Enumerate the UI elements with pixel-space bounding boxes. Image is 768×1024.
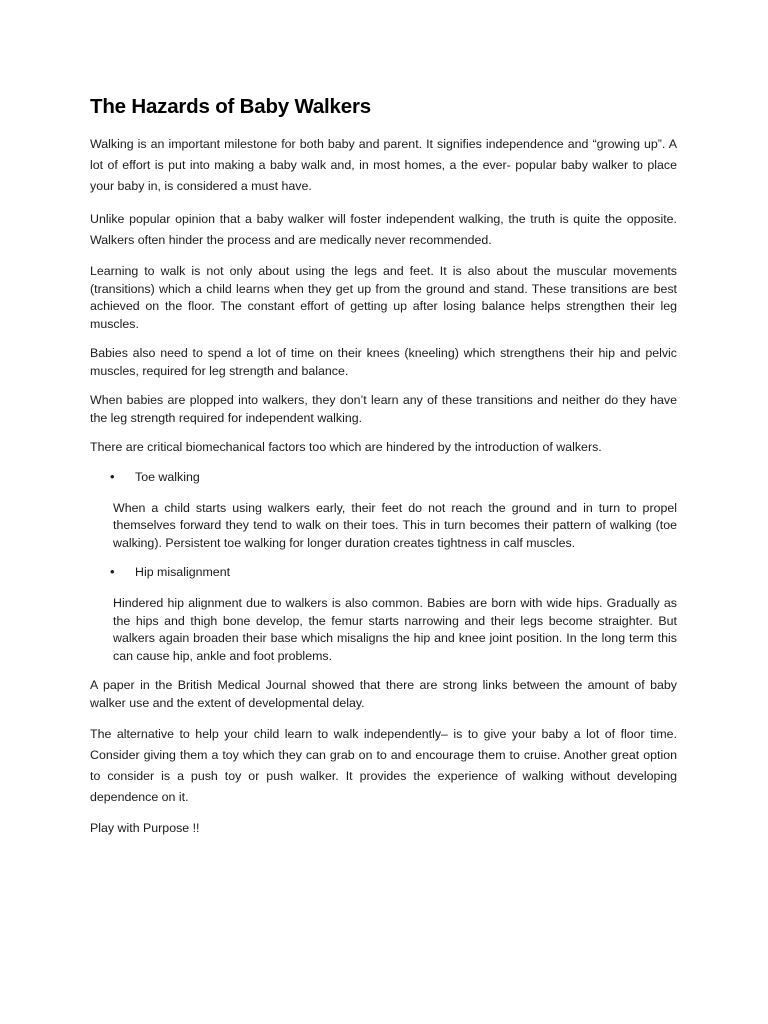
bullet-icon: • xyxy=(110,564,115,579)
paragraph-alternative: The alternative to help your child learn to walk independently– is to give your baby a lot of floor time. Consider giving them a toy which they can grab on to and encourage them to cruise. Another great option to consider is a push toy or push walker. It provides the experience of walking without developing dependence on it. xyxy=(90,727,677,804)
bullet-item-toe-walking xyxy=(90,469,677,486)
paragraph-learning: Learning to walk is not only about using the legs and feet. It is also about the muscular movements (transitions) which a child learns when they get up from the ground and stand. These transitions are best achieved on the floor. The constant effort of getting up after losing balance helps strengthen their leg muscles. xyxy=(90,264,677,331)
bullet-icon: • xyxy=(110,468,115,484)
paragraph-kneeling: Babies also need to spend a lot of time on their knees (kneeling) which strengthens their hip and pelvic muscles, required for leg strength and balance. xyxy=(90,346,677,378)
paragraph-intro: Walking is an important milestone for both baby and parent. It signifies independence and “growing up”. A lot of effort is put into making a baby walk and, in most homes, a the ever- popular baby walker to place your baby in, is considered a must have. xyxy=(90,137,677,193)
paragraph-hip-misalignment: Hindered hip alignment due to walkers is also common. Babies are born with wide hips. Gradually as the hips and thigh bone develop, the femur starts narrowing and their legs become straighter. But walkers again broaden their base which misaligns the hip and knee joint position. In the long term this can cause hip, ankle and foot problems. xyxy=(113,596,677,663)
bullet-label: Toe walking xyxy=(135,469,200,484)
paragraph-opinion: Unlike popular opinion that a baby walker will foster independent walking, the truth is quite the opposite. Walkers often hinder the process and are medically never recommended. xyxy=(90,212,677,247)
paragraph-bmj: A paper in the British Medical Journal showed that there are strong links between the amount of baby walker use and the extent of developmental delay. xyxy=(90,678,677,710)
document-title: The Hazards of Baby Walkers xyxy=(90,95,371,118)
bullet-label: Hip misalignment xyxy=(135,565,231,579)
document-page xyxy=(90,94,677,850)
paragraph-plopped: When babies are plopped into walkers, they don’t learn any of these transitions and neither do they have the leg strength required for independent walking. xyxy=(90,393,677,425)
paragraph-closing: Play with Purpose !! xyxy=(90,821,200,835)
bullet-item-hip-misalignment xyxy=(90,564,677,581)
paragraph-factors: There are critical biomechanical factors too which are hindered by the introduction of walkers. xyxy=(90,440,602,454)
paragraph-toe-walking: When a child starts using walkers early, their feet do not reach the ground and in turn to propel themselves forward they tend to walk on their toes. This in turn becomes their pattern of walking (toe walking). Persistent toe walking for longer duration creates tightness in calf muscles. xyxy=(113,500,677,550)
